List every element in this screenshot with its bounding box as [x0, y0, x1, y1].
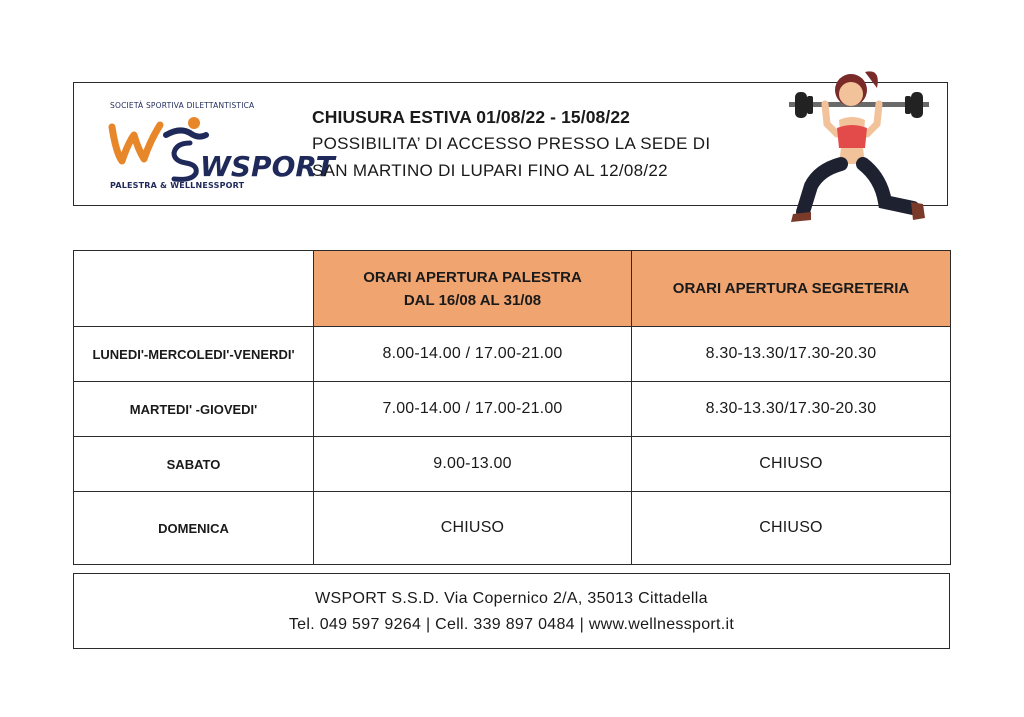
day-label: SABATO [74, 437, 314, 492]
contact-footer [73, 573, 950, 649]
table-header-row [74, 251, 951, 327]
closure-notice [312, 107, 710, 188]
table-row [74, 327, 951, 382]
wsport-logo [108, 97, 335, 197]
office-hours: CHIUSO [632, 437, 951, 492]
office-hours: CHIUSO [632, 492, 951, 565]
closure-title: CHIUSURA ESTIVA 01/08/22 - 15/08/22 [312, 107, 630, 127]
contact-line: Tel. 049 597 9264 | Cell. 339 897 0484 | www.wellnessport.it [288, 616, 735, 633]
office-hours: 8.30-13.30/17.30-20.30 [632, 327, 951, 382]
day-label: DOMENICA [74, 492, 314, 565]
table-row [74, 437, 951, 492]
closure-line-1: POSSIBILITA’ DI ACCESSO PRESSO LA SEDE DI [312, 134, 711, 153]
gym-hours-header-line-2: DAL 16/08 AL 31/08 [403, 291, 542, 309]
logo-mark [108, 113, 335, 183]
gym-hours: CHIUSO [314, 492, 632, 565]
corner-cell [74, 251, 314, 327]
athlete-illustration [785, 62, 935, 230]
gym-hours: 8.00-14.00 / 17.00-21.00 [314, 327, 632, 382]
logo-tagline-top: SOCIETÀ SPORTIVA DILETTANTISTICA [110, 101, 255, 110]
gym-hours-header-line-1: ORARI APERTURA PALESTRA [363, 268, 582, 286]
address-line: WSPORT S.S.D. Via Copernico 2/A, 35013 Cittadella [315, 590, 708, 607]
day-label: MARTEDI' -GIOVEDI' [74, 382, 314, 437]
closure-line-2: SAN MARTINO DI LUPARI FINO AL 12/08/22 [312, 161, 668, 180]
gym-hours: 9.00-13.00 [314, 437, 632, 492]
logo-tagline-bottom: PALESTRA & WELLNESSPORT [110, 181, 245, 190]
table-row [74, 492, 951, 565]
gym-hours-header [314, 251, 632, 327]
table-row [74, 382, 951, 437]
opening-hours-table [73, 250, 951, 565]
day-label: LUNEDI'-MERCOLEDI'-VENERDI' [74, 327, 314, 382]
office-hours: 8.30-13.30/17.30-20.30 [632, 382, 951, 437]
logo-brand-text: WSPORT [200, 150, 335, 183]
office-hours-header: ORARI APERTURA SEGRETERIA [632, 251, 951, 327]
gym-hours: 7.00-14.00 / 17.00-21.00 [314, 382, 632, 437]
